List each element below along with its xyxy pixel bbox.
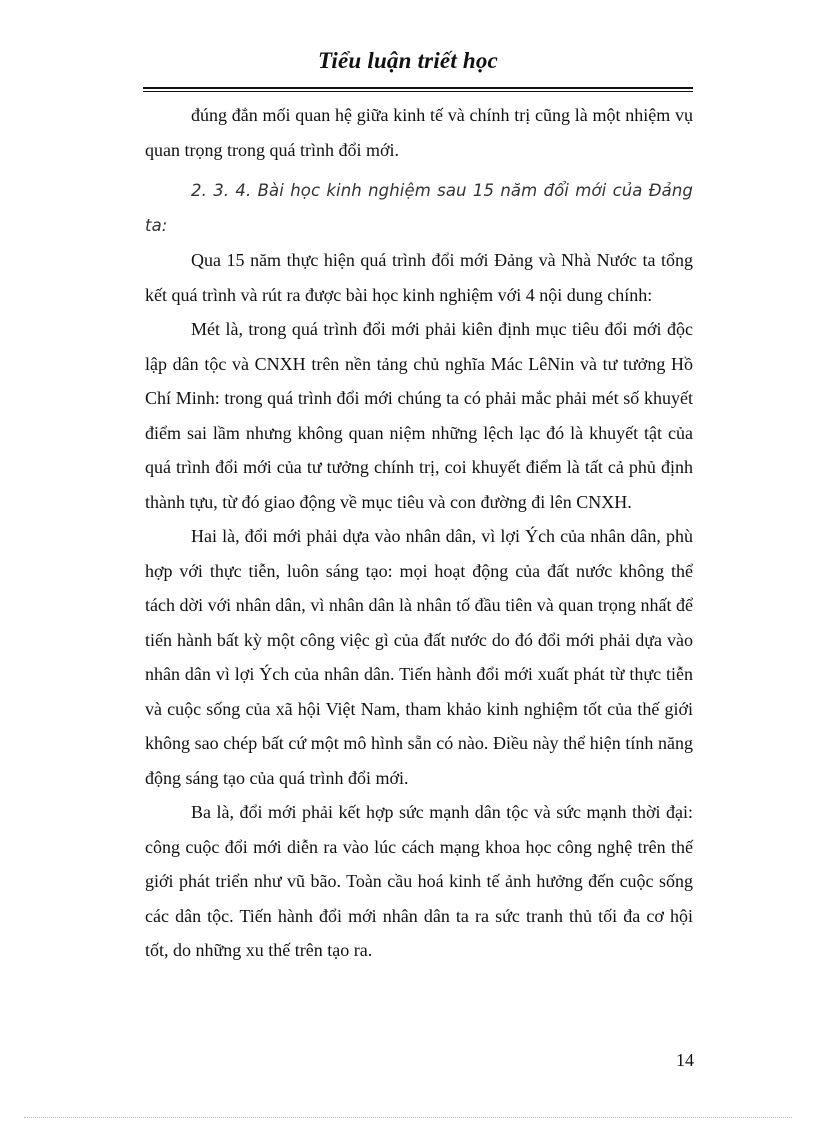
section-heading: 2. 3. 4. Bài học kinh nghiệm sau 15 năm đổi mới của Đảng ta: [145,181,693,235]
body-text-block-1 [145,98,693,167]
paragraph-lesson-1: Mét là, trong quá trình đổi mới phải kiên định mục tiêu đổi mới độc lập dân tộc và CNXH trên nền tảng chủ nghĩa Mác LêNin và tư tưởng Hồ Chí Minh: trong quá trình đổi mới chúng ta có phải mắc phải mét số khuyết điểm sai lầm nhưng không quan niệm những lệch lạc đó là khuyết tật của quá trình đổi mới của tư tưởng chính trị, coi khuyết điểm là tất cả phủ định thành tựu, từ đó giao động về mục tiêu và con đường đi lên CNXH. [145,319,693,512]
footer-divider [24,1117,792,1118]
header-rule [143,87,693,89]
header-title: Tiểu luận triết học [318,48,498,73]
paragraph-lesson-3: Ba là, đổi mới phải kết hợp sức mạnh dân tộc và sức mạnh thời đại: công cuộc đổi mới diễn ra vào lúc cách mạng khoa học công nghệ trên thế giới phát triển như vũ bão. Toàn cầu hoá kinh tế ảnh hưởng đến cuộc sống các dân tộc. Tiến hành đổi mới nhân dân ta ra sức tranh thủ tối đa cơ hội tốt, do những xu thế trên tạo ra. [145,802,693,960]
paragraph-intro: Qua 15 năm thực hiện quá trình đổi mới Đảng và Nhà Nước ta tổng kết quá trình và rút ra được bài học kinh nghiệm với 4 nội dung chính: [145,250,693,305]
paragraph-lesson-2: Hai là, đổi mới phải dựa vào nhân dân, vì lợi Ých của nhân dân, phù hợp với thực tiễn, luôn sáng tạo: mọi hoạt động của đất nước không thể tách dời với nhân dân, vì nhân dân là nhân tố đầu tiên và quan trọng nhất để tiến hành bất kỳ một công việc gì của đất nước do đó đổi mới phải dựa vào nhân dân vì lợi Ých của nhân dân. Tiến hành đổi mới xuất phát từ thực tiễn và cuộc sống của xã hội Việt Nam, tham khảo kinh nghiệm tốt của thế giới không sao chép bất cứ một mô hình sẵn có nào. Điều này thể hiện tính năng động sáng tạo của quá trình đổi mới. [145,526,693,788]
body-text-block-2 [145,174,693,968]
paragraph-continuation: đúng đắn mối quan hệ giữa kinh tế và chính trị cũng là một nhiệm vụ quan trọng trong quá trình đổi mới. [145,105,693,160]
page-number: 14 [676,1050,694,1070]
header-rule-thin [143,91,693,92]
